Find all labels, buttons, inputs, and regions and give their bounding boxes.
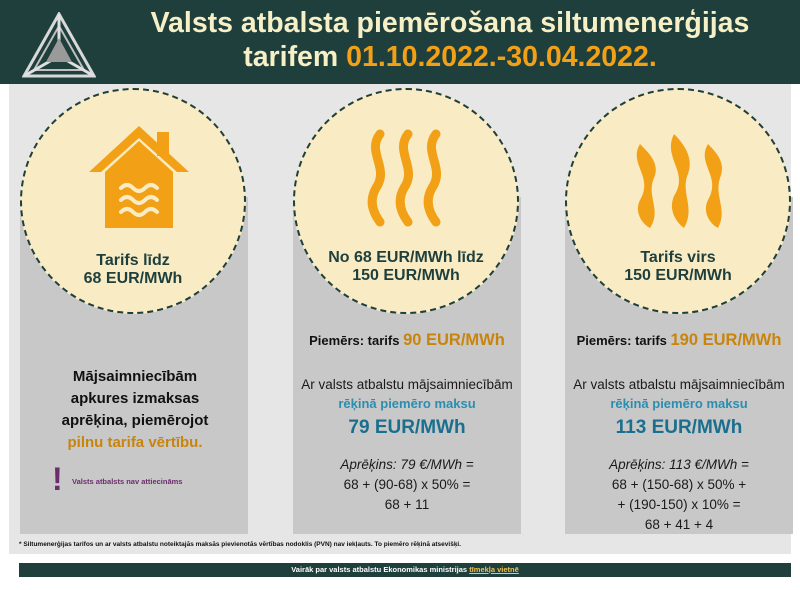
tier-2-calculated: rēķinā piemēro maksu: [338, 396, 476, 411]
tier-2-calc-line-3: 68 + 11: [384, 497, 430, 512]
triangle-logo-icon: [22, 12, 96, 78]
tier-3-calculation: [565, 455, 793, 535]
tier-1-description: [24, 366, 246, 454]
title-line-2: [105, 40, 795, 74]
tier-1-label: [20, 252, 246, 288]
tier-3-calc-line-2: 68 + (150-68) x 50% +: [611, 477, 747, 492]
house-heat-icon: [85, 122, 193, 230]
footer-bar: [19, 563, 791, 577]
tier-2-label: [293, 249, 519, 285]
tier-2-example: [293, 331, 521, 350]
flames-icon: [628, 130, 728, 230]
tier-3-result: 113 EUR/MWh: [615, 417, 743, 438]
tier-1-desc-line-3: aprēķina, piemērojot: [61, 412, 209, 429]
tier-3-example: [565, 331, 793, 350]
tier-2-label-line-1: No 68 EUR/MWh līdz: [328, 249, 484, 266]
tier-1-desc-line-1: Mājsaimniecībām: [72, 368, 198, 385]
tier-3-with-support: Ar valsts atbalstu mājsaimniecībām: [573, 377, 785, 392]
tier-3-label-line-1: Tarifs virs: [640, 249, 716, 266]
tier-3-calc-line-4: 68 + 41 + 4: [644, 517, 714, 532]
tier-2-result: 79 EUR/MWh: [348, 417, 466, 438]
title-line-1: Valsts atbalsta piemērošana siltumenerģijas: [150, 7, 750, 39]
tier-3-example-label: Piemērs: tarifs: [576, 333, 671, 348]
title-prefix: tarifem: [243, 41, 347, 73]
tier-2-calculation: [293, 455, 521, 515]
not-applicable-note: Valsts atbalsts nav attiecināms: [72, 477, 183, 486]
tier-3-example-value: 190 EUR/MWh: [670, 331, 782, 349]
tier-1-label-line-2: 68 EUR/MWh: [83, 270, 183, 287]
header-bar: [0, 0, 800, 84]
tier-2-example-label: Piemērs: tarifs: [309, 333, 404, 348]
tier-3-calc-line-1: Aprēķins: 113 €/MWh =: [609, 457, 749, 472]
ministry-website-link[interactable]: tīmekļa vietnē: [469, 565, 519, 574]
page-title: [105, 6, 795, 74]
tier-1-label-line-1: Tarifs līdz: [96, 252, 170, 269]
tier-3-label: [565, 249, 791, 285]
tier-2-example-value: 90 EUR/MWh: [403, 331, 505, 349]
tier-2-with-support: Ar valsts atbalstu mājsaimniecībām: [301, 377, 513, 392]
tier-2-calc-line-2: 68 + (90-68) x 50% =: [343, 477, 471, 492]
tier-1-desc-line-2: apkures izmaksas: [70, 390, 200, 407]
footer-text: Vairāk par valsts atbalstu Ekonomikas ministrijas: [291, 565, 470, 574]
vat-footnote: * Siltumenerģijas tarifos un ar valsts atbalstu noteiktajās maksās pievienotās vērtības nodoklis (PVN) nav iekļauts. To piemēro rēķinā atsevišķi.: [19, 541, 462, 548]
tier-2-calc-line-1: Aprēķins: 79 €/MWh =: [340, 457, 474, 472]
tier-3-calc-line-3: + (190-150) x 10% =: [617, 497, 741, 512]
tier-3-label-line-2: 150 EUR/MWh: [624, 267, 732, 284]
tier-3-calculated: rēķinā piemēro maksu: [610, 396, 748, 411]
tier-2-label-line-2: 150 EUR/MWh: [352, 267, 460, 284]
title-dates: 01.10.2022.-30.04.2022.: [346, 41, 657, 73]
warning-mark: !: [52, 461, 63, 497]
tier-1-desc-line-4: pilnu tarifa vērtību.: [67, 434, 203, 451]
heat-waves-icon: [360, 128, 456, 228]
